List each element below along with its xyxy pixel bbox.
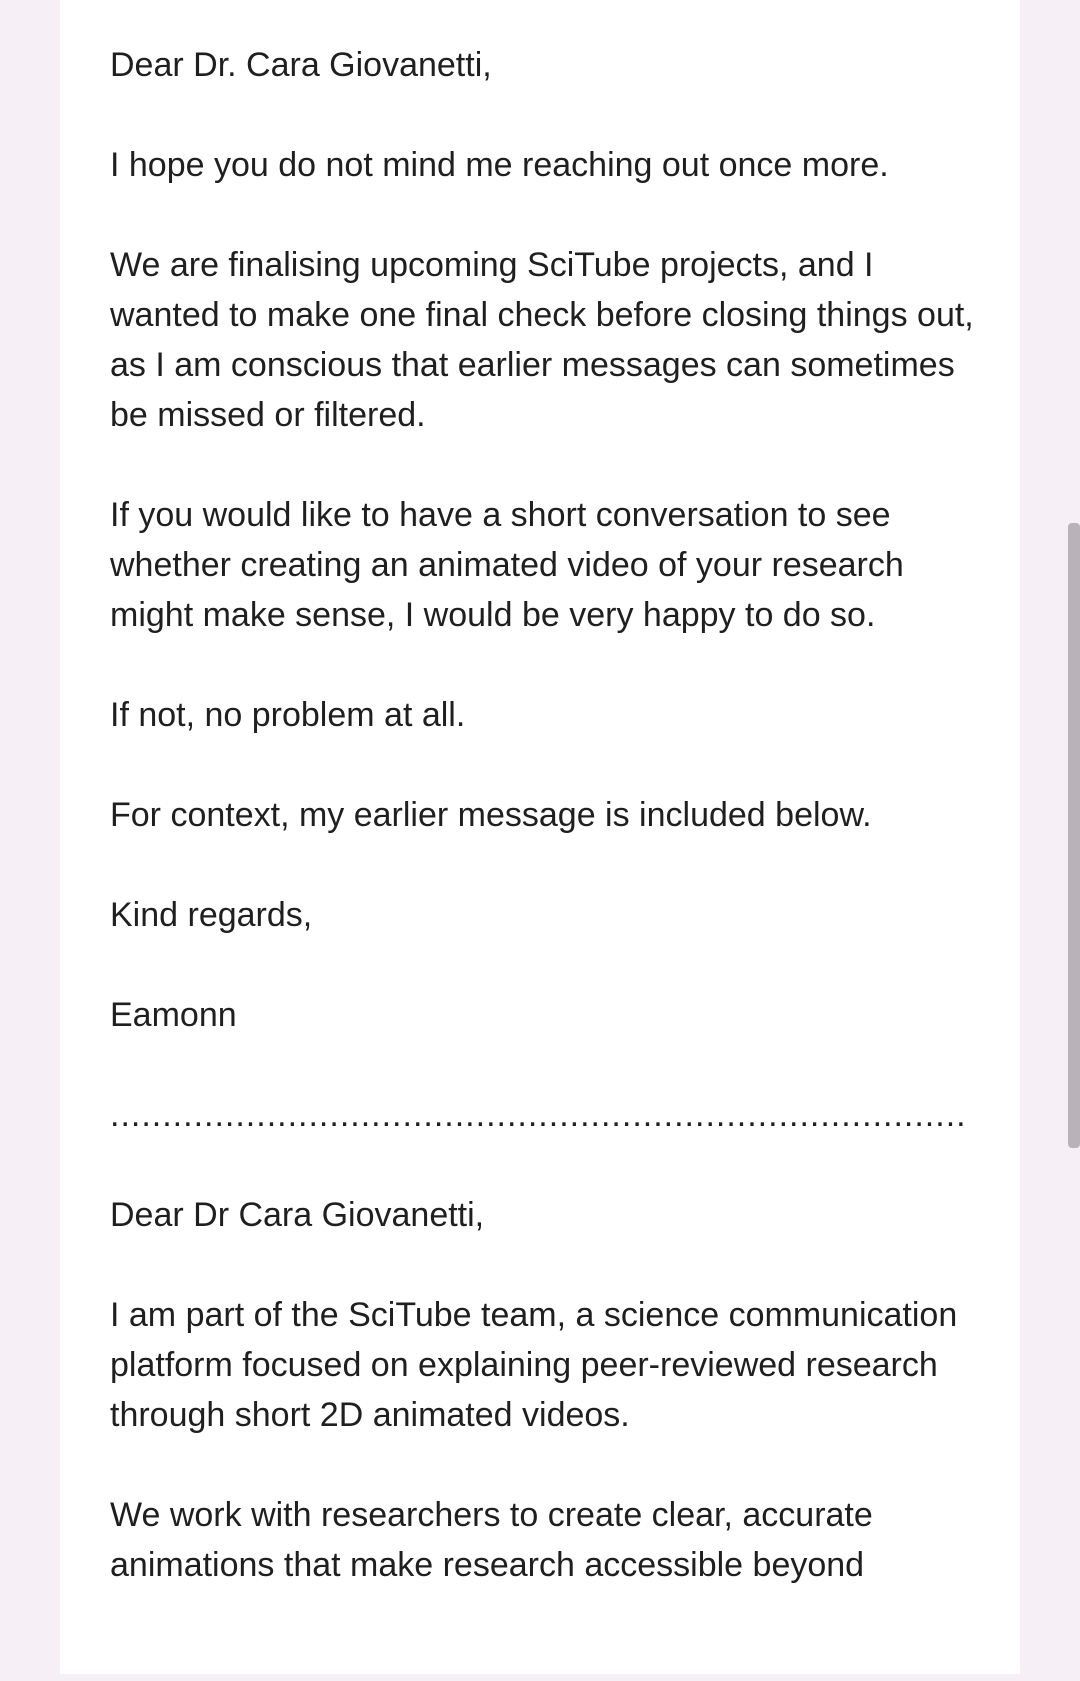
followup-paragraph: If not, no problem at all. [110, 696, 466, 734]
followup-paragraph: We are finalising upcoming SciTube projects, and I wanted to make one final check before closing things out, as I am conscious that earlier messages can sometimes be missed or filtered. [110, 246, 974, 434]
scrollbar[interactable] [1068, 0, 1080, 1681]
email-body [110, 40, 980, 1640]
followup-paragraph: For context, my earlier message is included below. [110, 796, 872, 834]
greeting-followup: Dear Dr. Cara Giovanetti, [110, 46, 492, 84]
sender-name: Eamonn [110, 996, 237, 1034]
scrollbar-thumb[interactable] [1068, 523, 1080, 1148]
original-paragraph: I am part of the SciTube team, a science communication platform focused on explaining peer-reviewed research through short 2D animated videos. [110, 1296, 958, 1434]
sign-off: Kind regards, [110, 896, 313, 934]
followup-paragraph: If you would like to have a short conversation to see whether creating an animated video of your research might make sense, I would be very happy to do so. [110, 496, 904, 634]
quoted-message-divider: .................................................................................. [110, 1096, 967, 1134]
email-message-card [60, 0, 1020, 1674]
greeting-original: Dear Dr Cara Giovanetti, [110, 1196, 485, 1234]
followup-paragraph: I hope you do not mind me reaching out once more. [110, 146, 889, 184]
original-paragraph: We work with researchers to create clear, accurate animations that make research accessible beyond [110, 1496, 873, 1584]
